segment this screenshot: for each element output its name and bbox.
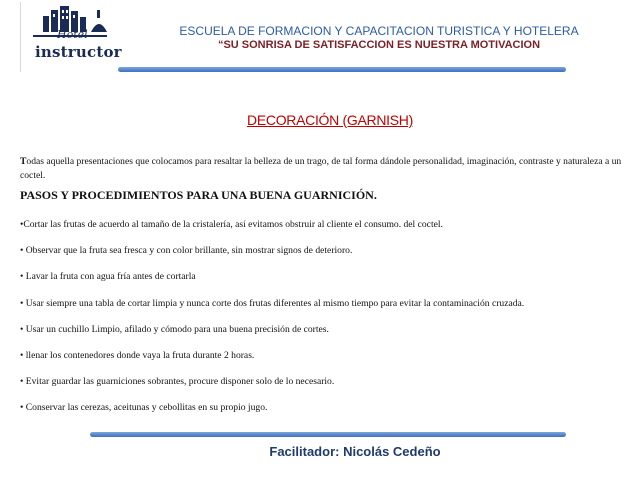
intro-text: odas aquella presentaciones que colocamos para resaltar la belleza de un trago, de tal forma dándole personalidad, imaginación, contraste y naturaleza a un coctel.: [20, 156, 622, 181]
list-item: • Usar siempre una tabla de cortar limpia y nunca corte dos frutas diferentes al mismo tiempo para evitar la contaminación cruzada.: [20, 297, 525, 309]
list-item: •Cortar las frutas de acuerdo al tamaño de la cristalería, así evitamos obstruir al cliente el consumo. del coctel.: [20, 219, 443, 230]
list-item: • Conservar las cerezas, aceitunas y cebollitas en su propio jugo.: [20, 402, 268, 414]
list-item: • Usar un cuchillo Limpio, afilado y cómodo para una buena precisión de cortes.: [20, 323, 329, 335]
school-motto: “SU SONRISA DE SATISFACCION ES NUESTRA MOTIVACION: [217, 39, 541, 51]
intro-drop-letter: T: [20, 156, 27, 167]
hotel-instructor-logo: [20, 2, 122, 72]
list-item: • Evitar guardar las guarniciones sobrantes, procure disponer solo de lo necesario.: [20, 376, 335, 388]
intro-paragraph: [20, 155, 626, 183]
footer-divider: [90, 432, 566, 437]
logo-wordmark: instructor: [35, 43, 122, 61]
list-item: • Observar que la fruta sea fresca y con color brillante, sin mostrar signos de deterioro.: [20, 245, 353, 257]
school-name: ESCUELA DE FORMACION Y CAPACITACION TURISTICA Y HOTELERA: [179, 24, 579, 38]
list-item: • llenar los contenedores donde vaya la fruta durante 2 horas.: [20, 349, 255, 361]
facilitator-footer: Facilitador: Nicolás Cedeño: [269, 444, 441, 459]
header-divider: [118, 67, 566, 72]
list-item: • Lavar la fruta con agua fría antes de cortarla: [20, 271, 196, 283]
section-heading: PASOS Y PROCEDIMIENTOS PARA UNA BUENA GUARNICIÓN.: [20, 188, 377, 202]
steps-list: [20, 219, 626, 429]
logo-script-text: Hotel: [57, 28, 88, 41]
page-title: DECORACIÓN (GARNISH): [247, 112, 413, 128]
